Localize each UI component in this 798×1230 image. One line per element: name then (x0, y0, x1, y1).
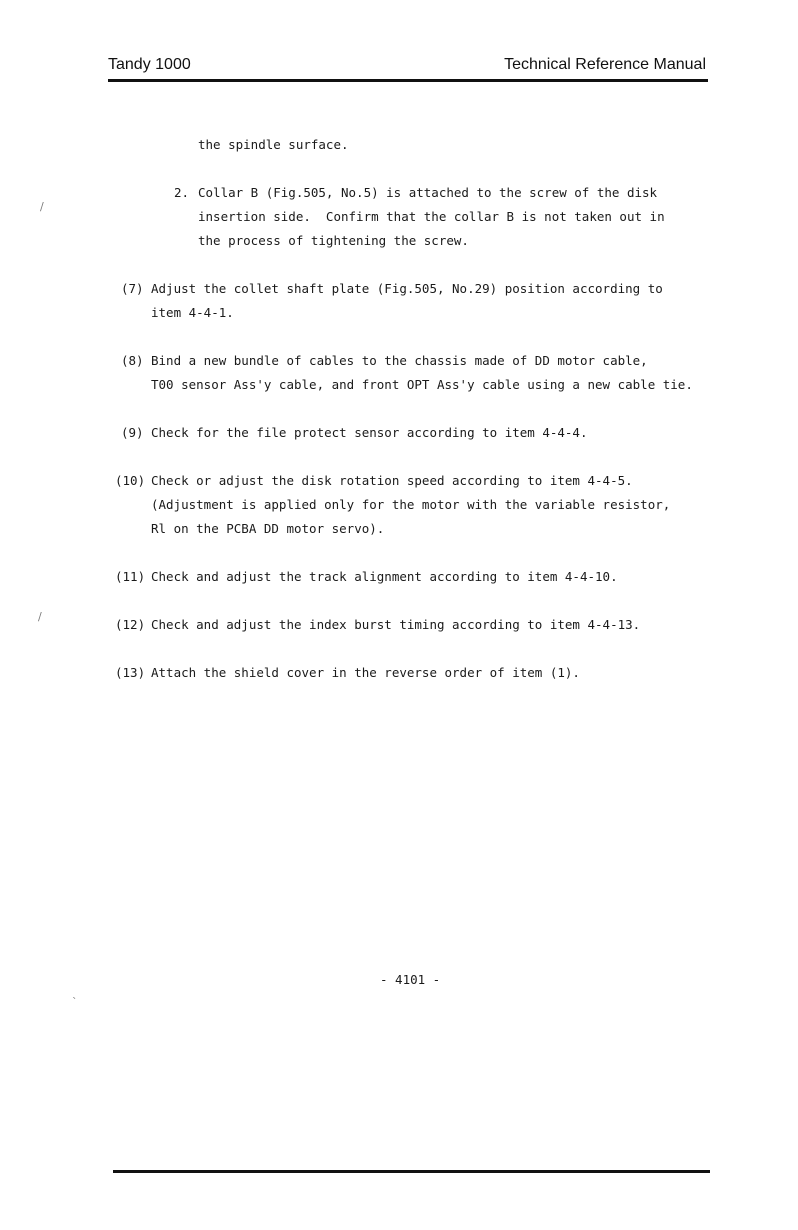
item-line: item 4-4-1. (151, 305, 234, 320)
item-line: T00 sensor Ass'y cable, and front OPT Ass'y cable using a new cable tie. (151, 377, 693, 392)
item-line: Attach the shield cover in the reverse order of item (1). (151, 665, 580, 680)
header-rule (108, 79, 708, 82)
item-number: (13) (115, 665, 146, 680)
item-line: Check and adjust the index burst timing according to item 4-4-13. (151, 617, 641, 632)
footer-rule (113, 1170, 710, 1173)
page-header (108, 56, 708, 80)
sub-item-line: the process of tightening the screw. (198, 233, 469, 248)
item-number: (11) (115, 569, 146, 584)
item-line: Check and adjust the track alignment according to item 4-4-10. (151, 569, 618, 584)
item-number: (12) (115, 617, 146, 632)
sub-item-line: insertion side. Confirm that the collar B is not taken out in (198, 209, 665, 224)
sub-item-line: Collar B (Fig.505, No.5) is attached to the screw of the disk (198, 185, 658, 200)
item-number: (8) (121, 353, 144, 368)
header-title-right: Technical Reference Manual (504, 56, 706, 73)
header-title-left: Tandy 1000 (108, 56, 191, 73)
page-number: - 4101 - (380, 972, 441, 987)
item-line: (Adjustment is applied only for the motor with the variable resistor, (151, 497, 671, 512)
item-line: Bind a new bundle of cables to the chassis made of DD motor cable, (151, 353, 648, 368)
scan-mark: / (40, 200, 44, 213)
item-number: (9) (121, 425, 144, 440)
item-line: Check or adjust the disk rotation speed according to item 4-4-5. (151, 473, 633, 488)
sub-item-number: 2. (174, 185, 190, 200)
item-line: Check for the file protect sensor according to item 4-4-4. (151, 425, 588, 440)
item-line: Rl on the PCBA DD motor servo). (151, 521, 385, 536)
spindle-line: the spindle surface. (198, 137, 349, 152)
item-line: Adjust the collet shaft plate (Fig.505, No.29) position according to (151, 281, 663, 296)
item-number: (10) (115, 473, 146, 488)
scan-mark: / (38, 610, 42, 623)
scan-mark: ` (72, 996, 78, 1009)
item-number: (7) (121, 281, 144, 296)
